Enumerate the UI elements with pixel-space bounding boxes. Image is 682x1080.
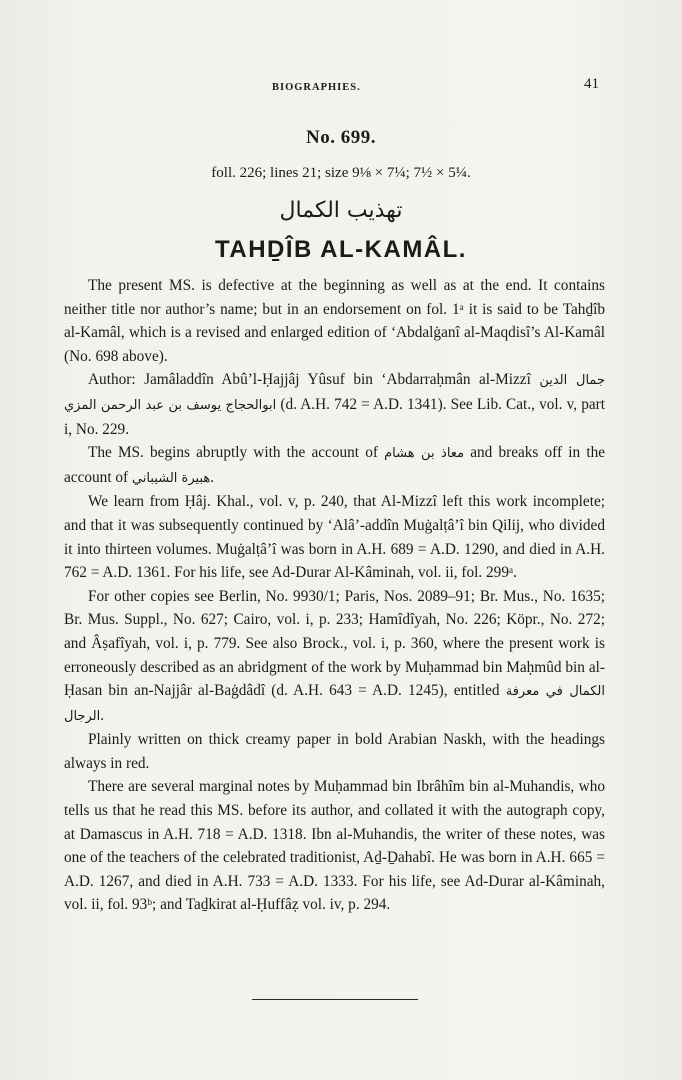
arabic-title: تهذيب الكمال: [279, 198, 403, 223]
contents-arabic-b: هبيرة الشيباني: [131, 470, 211, 486]
copies-arabic-title: الكمال في معرفة الرجال: [64, 684, 606, 724]
page-number: 41: [584, 76, 599, 92]
paragraph-script: Plainly written on thick creamy paper in bold Arabian Naskh, with the headings always in red.: [64, 731, 605, 772]
contents-arabic-a: معاذ بن هشام: [384, 446, 465, 462]
contents-text-c: .: [210, 468, 215, 486]
author-text: Author: Jamâladdîn Abû’l-Ḥajjâj Yûsuf bin ‘Abdarraḥmân al-Mizzî: [88, 371, 531, 389]
paragraph-author: [64, 368, 605, 441]
physical-description: foll. 226; lines 21; size 9⅛ × 7¼; 7½ × 5¼.: [211, 165, 471, 181]
entry-title: TAHḎÎB AL-KAMÂL.: [215, 236, 467, 263]
end-rule: [252, 999, 418, 1000]
contents-text-a: The MS. begins abruptly with the account of: [88, 444, 378, 462]
body-text: [64, 274, 605, 917]
paragraph-description: The present MS. is defective at the beginning as well as at the end. It contains neither title nor author’s name; but in an endorsement on fol. 1ᵃ it is said to be Tahḏîb al-Kamâl, which is a revised and enlarged edition of ‘Abdalġanî al-Maqdisî’s Al-Kamâl (No. 698 above).: [64, 277, 605, 365]
contents-text-b: and breaks off in the account of: [64, 444, 606, 486]
author-arabic-name: جمال الدين ابوالحجاج يوسف بن عبد الرحمن المزي: [64, 373, 605, 413]
paragraph-other-copies: [64, 585, 605, 729]
paragraph-history: We learn from Ḥâj. Khal., vol. v, p. 240, that Al-Mizzî left this work incomplete; and that it was subsequently continued by ‘Alâ’-addîn Muġalṭâ’î bin Qilij, who divided it into thirteen volumes. Muġalṭâ’î was born in A.H. 689 = A.D. 1290, and died in A.H. 762 = A.D. 1361. For his life, see Ad-Durar Al-Kâminah, vol. ii, fol. 299ᵃ.: [64, 493, 605, 582]
copies-text: For other copies see Berlin, No. 9930/1; Paris, Nos. 2089–91; Br. Mus., No. 1635; Br. Mus. Suppl., No. 627; Cairo, vol. i, p. 233; Hamîdîyah, No. 226; Köpr., No. 272; and Âṣafîyah, vol. i, p. 779. See also Brock., vol. i, p. 360, where the present work is erroneously described as an abridgment of the work by Muḥammad bin Maḥmûd bin al-Ḥasan bin an-Najjâr al-Baġdâdî (d. A.H. 643 = A.D. 1245), entitled: [64, 587, 605, 700]
author-dates: (d. A.H. 742 = A.D. 1341). See Lib. Cat., vol. v, part i, No. 229.: [64, 395, 605, 438]
entry-number: No. 699.: [306, 127, 376, 148]
running-head: BIOGRAPHIES.: [272, 82, 361, 93]
copies-text-end: .: [100, 706, 105, 724]
paragraph-contents: [64, 441, 605, 490]
paragraph-marginal-notes: There are several marginal notes by Muḥammad bin Ibrâhîm bin al-Muhandis, who tells us that he read this MS. before its author, and collated it with the autograph copy, at Damascus in A.H. 718 = A.D. 1318. Ibn al-Muhandis, the writer of these notes, was one of the teachers of the celebrated traditionist, Aḏ-Ḏahabî. He was born in A.H. 665 = A.D. 1267, and died in A.H. 733 = A.D. 1333. For his life, see Ad-Durar al-Kâminah, vol. ii, fol. 93ᵇ; and Taḏkirat al-Ḥuffâẓ vol. iv, p. 294.: [64, 778, 605, 914]
